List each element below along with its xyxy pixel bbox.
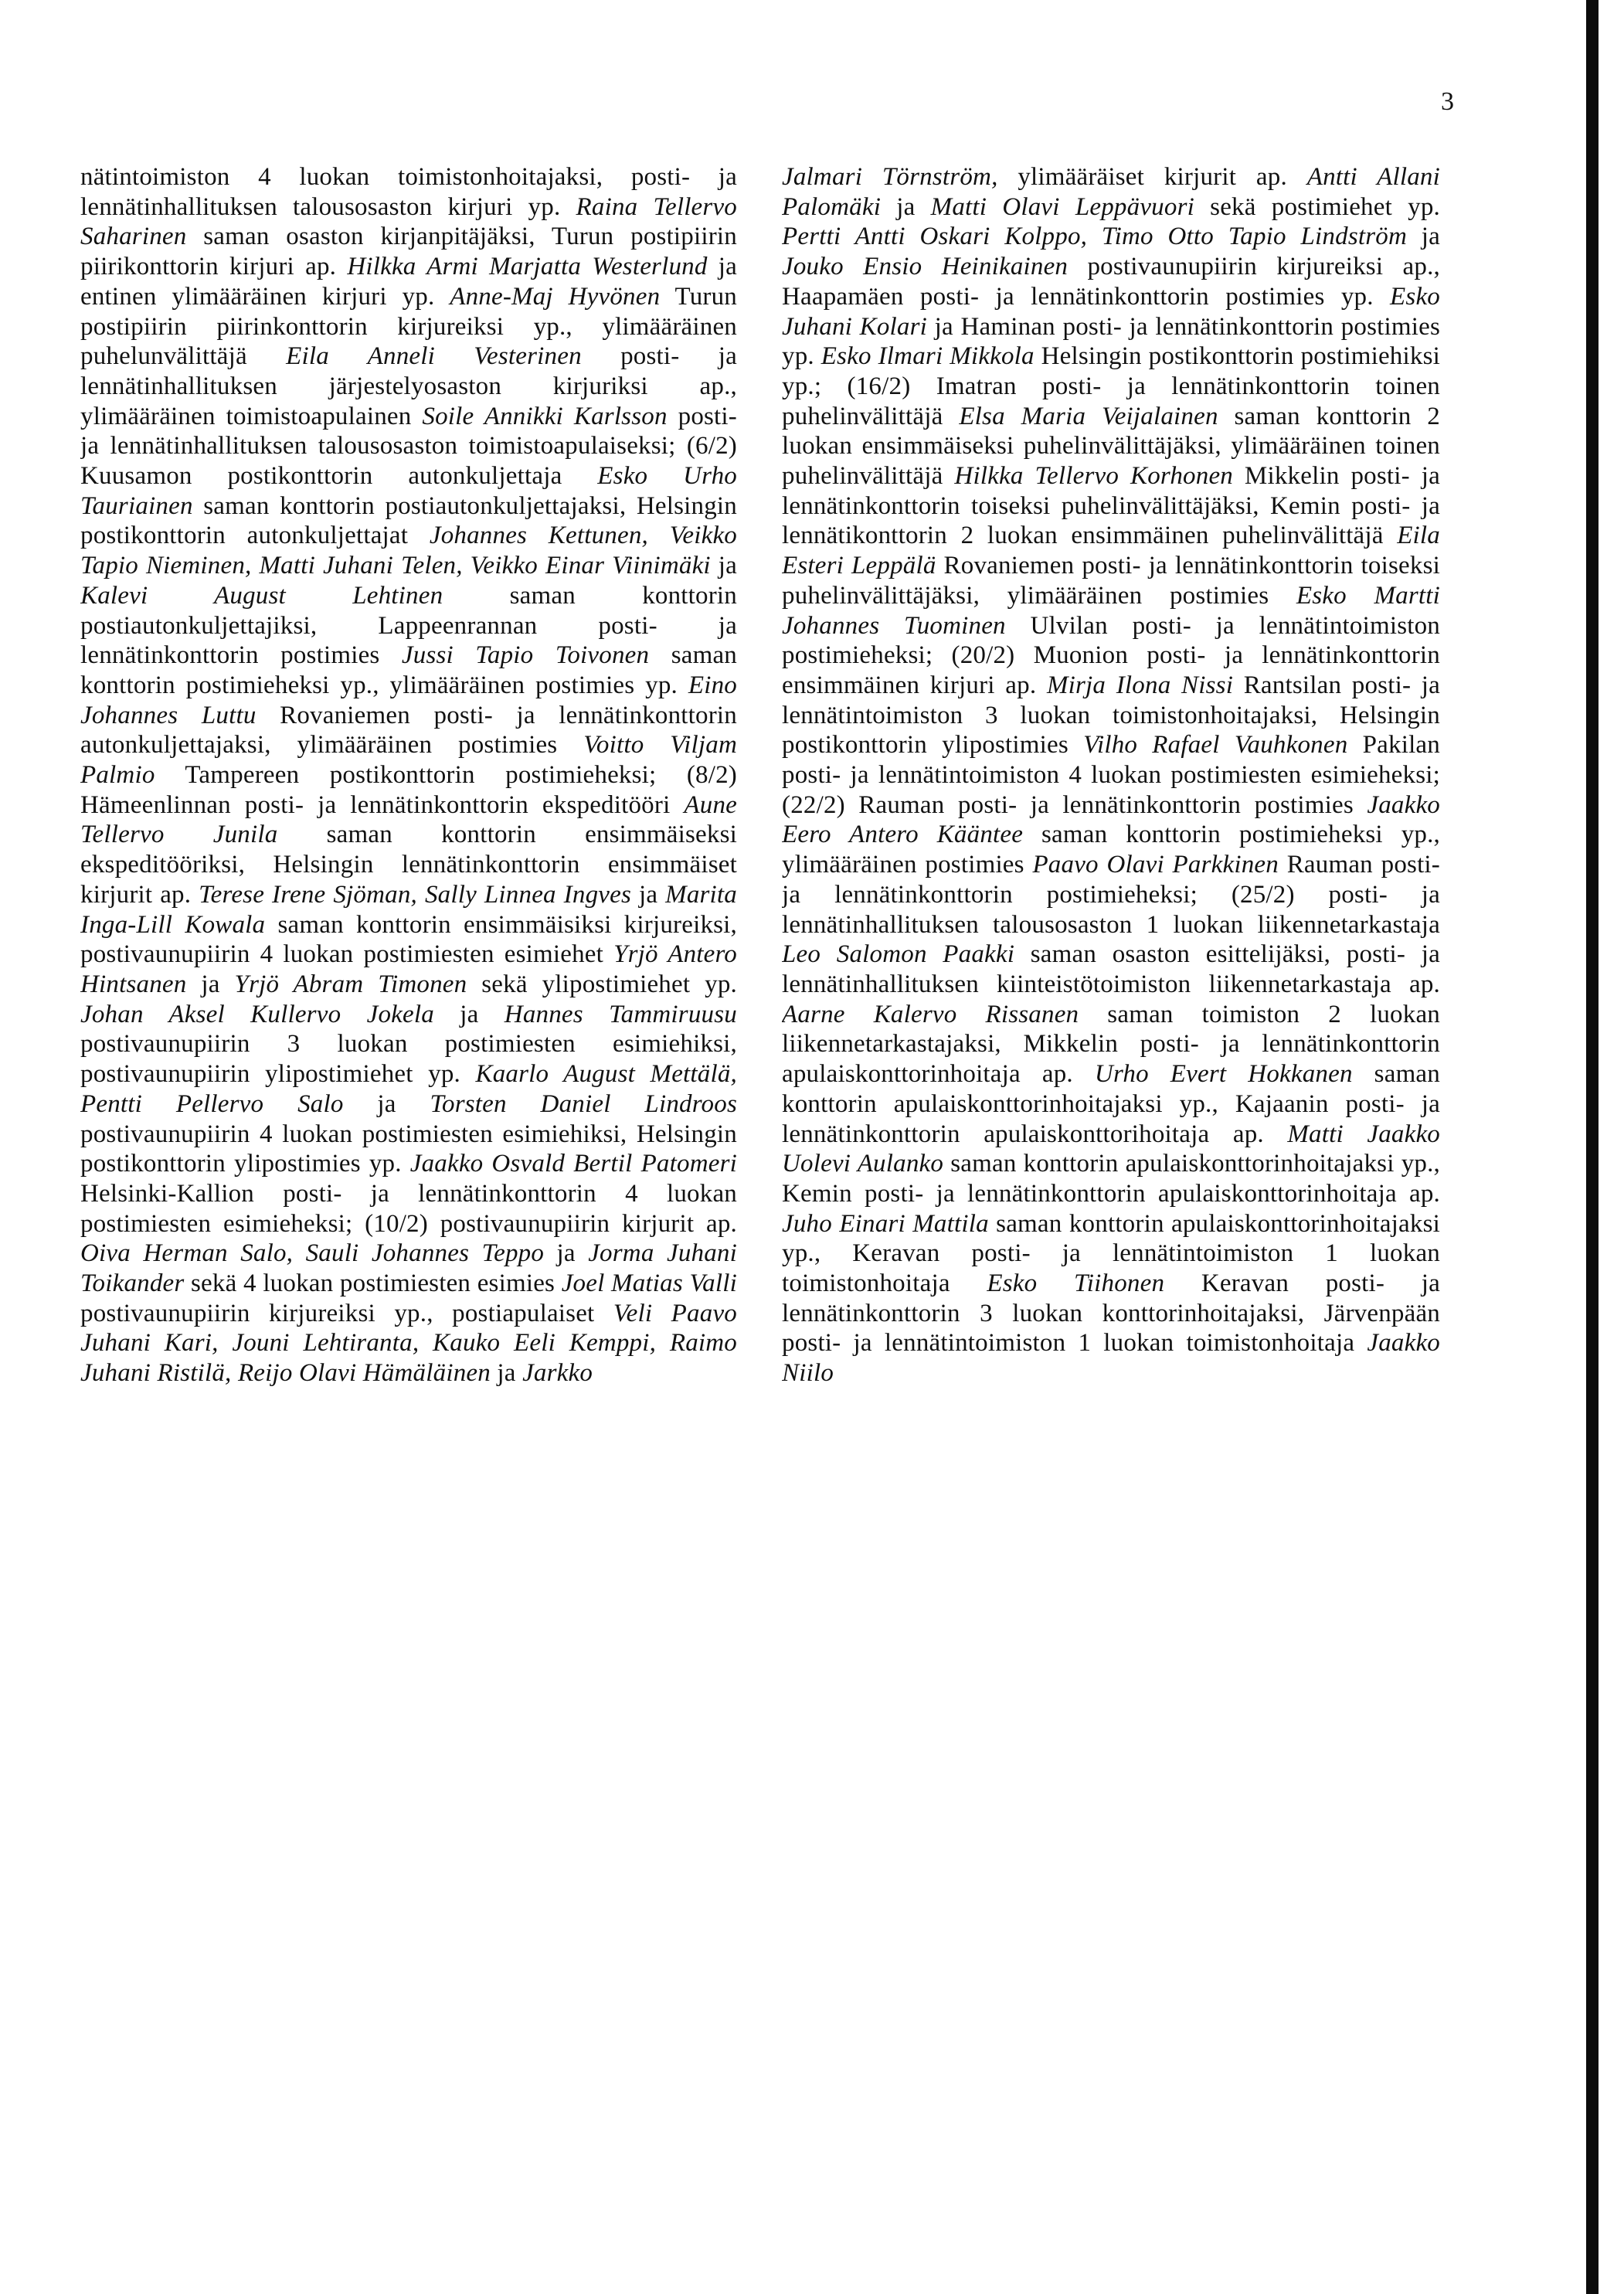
text-run: ja — [490, 1359, 523, 1388]
person-name: Jaakko Niilo — [782, 1329, 1440, 1388]
person-name: Torsten Daniel Lindroos — [430, 1089, 737, 1118]
person-name: Johan Aksel Kullervo Jokela — [80, 1000, 434, 1028]
person-name: Jaakko Osvald Bertil Patomeri — [409, 1150, 737, 1178]
text-run: saman konttorin postiautonkuljettajiksi, Lappeenrannan posti- ja lennätinkonttorin postimies — [80, 581, 737, 670]
right-column-paragraph — [782, 162, 1440, 1388]
person-name: Paavo Olavi Parkkinen — [1032, 851, 1279, 879]
text-run: saman konttorin ensimmäisiksi kirjureiksi, postivaunupiirin 4 luokan postimiesten esimiehet — [80, 910, 737, 969]
person-name: Marita Inga-Lill Kowala — [80, 880, 737, 939]
scan-edge-bar — [1586, 0, 1599, 2294]
person-name: Terese Irene Sjöman, Sally Linnea Ingves — [199, 880, 632, 909]
person-name: Aune Tellervo Junila — [80, 790, 737, 849]
text-run: saman konttorin apulaiskonttorinhoitajaksi yp., Keravan posti- ja lennätintoimiston 1 luokan toimistonhoitaja — [782, 1209, 1440, 1298]
text-run: saman konttorin ensimmäiseksi ekspeditööriksi, Helsingin lennätinkonttorin ensimmäiset kirjurit ap. — [80, 821, 737, 909]
person-name: Veli Paavo Juhani Kari, Jouni Lehtiranta, Kauko Eeli Kemppi, Raimo Juhani Ristilä, Reijo Olavi Hämäläinen — [80, 1299, 737, 1388]
text-run: Rauman posti- ja lennätinkonttorin postimieheksi; (25/2) posti- ja lennätinhallituksen talousosaston 1 luokan liikennetarkastaja — [782, 851, 1440, 939]
person-name: Esko Urho Tauriainen — [80, 462, 737, 520]
text-run: postivaunupiirin 3 luokan postimiesten esimiehiksi, postivaunupiirin ylipostimiehet yp. — [80, 1030, 737, 1089]
text-run: ja — [710, 552, 737, 580]
text-run: Mikkelin posti- ja lennätinkonttorin toiseksi puhelinvälittäjäksi, Kemin posti- ja lennätikonttorin 2 luokan ensimmäinen puhelinvälittäjä — [782, 462, 1440, 550]
text-column-left — [80, 162, 737, 2171]
text-run: Rovaniemen posti- ja lennätinkonttorin autonkuljettajaksi, ylimääräinen postimies — [80, 701, 737, 760]
person-name: Jussi Tapio Toivonen — [401, 641, 650, 670]
person-name: Eila Esteri Leppälä — [782, 522, 1440, 580]
person-name: Yrjö Abram Timonen — [234, 970, 467, 998]
text-run: saman konttorin apulaiskonttorinhoitajaksi yp., Kajaanin posti- ja lennätinkonttorin apulaiskonttorihoitaja ap. — [782, 1060, 1440, 1148]
person-name: Antti Allani Palomäki — [782, 163, 1440, 221]
person-name: Kaarlo August Mettälä, Pentti Pellervo Salo — [80, 1060, 737, 1118]
text-run: Keravan posti- ja lennätinkonttorin 3 luokan konttorinhoitajaksi, Järvenpään posti- ja lennätintoimiston 1 luokan toimistonhoitaja — [782, 1269, 1440, 1358]
text-run: ja — [631, 880, 666, 909]
text-run: Turun postipiirin piirinkonttorin kirjureiksi yp., ylimääräinen puhelunvälittäjä — [80, 282, 737, 371]
person-name: Hilkka Tellervo Korhonen — [954, 462, 1233, 491]
text-run: Pakilan posti- ja lennätintoimiston 4 luokan postimiesten esimieheksi; (22/2) Rauman posti- ja lennätinkonttorin postimies — [782, 731, 1440, 819]
text-run: saman konttorin postiautonkuljettajaksi, Helsingin postikonttorin autonkuljettajat — [80, 491, 737, 550]
person-name: Jaakko Eero Antero Kääntee — [782, 790, 1440, 849]
text-run: Rantsilan posti- ja lennätintoimiston 3 luokan toimistonhoitajaksi, Helsingin postikonttorin ylipostimies — [782, 671, 1440, 760]
person-name: Yrjö Antero Hintsanen — [80, 940, 737, 998]
text-run: Rovaniemen posti- ja lennätinkonttorin toiseksi puhelinvälittäjäksi, ylimääräinen postimies — [782, 552, 1440, 610]
person-name: Jouko Ensio Heinikainen — [782, 253, 1069, 281]
person-name: Hannes Tammiruusu — [504, 1000, 737, 1028]
person-name: Jarkko — [522, 1359, 593, 1388]
person-name: Esko Juhani Kolari — [782, 282, 1440, 341]
person-name: Jorma Juhani Toikander — [80, 1239, 737, 1298]
person-name: Hilkka Armi Marjatta Westerlund — [347, 253, 708, 281]
text-run: Helsinki-Kallion posti- ja lennätinkonttorin 4 luokan postimiesten esimieheksi; (10/2) postivaunupiirin kirjurit ap. — [80, 1179, 737, 1238]
person-name: Esko Ilmari Mikkola — [820, 342, 1035, 371]
person-name: Aarne Kalervo Rissanen — [782, 1000, 1079, 1028]
person-name: Joel Matias Valli — [561, 1269, 737, 1298]
text-run: posti- ja lennätinhallituksen talousosaston toimistoapulaiseksi; (6/2) Kuusamon postikonttorin autonkuljettaja — [80, 402, 737, 491]
text-run: nätintoimiston 4 luokan toimistonhoitajaksi, posti- ja lennätinhallituksen talousosaston kirjuri yp. — [80, 163, 737, 221]
text-run: sekä postimiehet yp. — [1194, 192, 1440, 221]
person-name: Matti Olavi Leppävuori — [930, 192, 1194, 221]
person-name: Juho Einari Mattila — [782, 1209, 989, 1238]
person-name: Soile Annikki Karlsson — [422, 402, 668, 430]
person-name: Johannes Kettunen, Veikko Tapio Nieminen, Matti Juhani Telen, Veikko Einar Viinimäki — [80, 522, 737, 580]
person-name: Pertti Antti Oskari Kolppo, Timo Otto Tapio Lindström — [782, 223, 1407, 251]
text-run: ja — [433, 1000, 505, 1028]
text-run: posti- ja lennätinhallituksen järjestelyosaston kirjuriksi ap., ylimääräinen toimistoapulainen — [80, 342, 737, 430]
text-run: saman osaston esittelijäksi, posti- ja lennätinhallituksen kiinteistötoimiston liikennetarkastaja ap. — [782, 940, 1440, 998]
person-name: Elsa Maria Veijalainen — [959, 402, 1218, 430]
person-name: Voitto Viljam Palmio — [80, 731, 737, 790]
text-run: Tampereen postikonttorin postimieheksi; (8/2) Hämeenlinnan posti- ja lennätinkonttorin ekspeditööri — [80, 761, 737, 819]
left-column-paragraph — [80, 162, 737, 1388]
text-run: postivaunupiirin 4 luokan postimiesten esimiehiksi, Helsingin postikonttorin ylipostimies yp. — [80, 1120, 737, 1178]
page-number: 3 — [1441, 87, 1454, 116]
text-run: Helsingin postikonttorin postimiehiksi yp.; (16/2) Imatran posti- ja lennätinkonttorin toinen puhelinvälittäjä — [782, 342, 1440, 430]
person-name: Jalmari Törnström, — [782, 163, 998, 191]
person-name: Mirja Ilona Nissi — [1046, 671, 1234, 699]
text-run: postivaunupiirin kirjureiksi yp., postiapulaiset — [80, 1299, 613, 1327]
person-name: Esko Tiihonen — [987, 1269, 1165, 1298]
person-name: Matti Jaakko Uolevi Aulanko — [782, 1120, 1440, 1178]
person-name: Urho Evert Hokkanen — [1094, 1060, 1353, 1089]
person-name: Kalevi August Lehtinen — [80, 581, 443, 610]
text-run: ja — [186, 970, 235, 998]
text-run: Ulvilan posti- ja lennätintoimiston postimieheksi; (20/2) Muonion posti- ja lennätinkonttorin ensimmäinen kirjuri ap. — [782, 611, 1440, 699]
text-run: saman konttorin 2 luokan ensimmäiseksi puhelinvälittäjäksi, ylimääräinen toinen puhelinvälittäjä — [782, 402, 1440, 491]
text-run: ylimääräiset kirjurit ap. — [997, 163, 1307, 191]
text-run: ja — [881, 192, 931, 221]
text-run: saman osaston kirjanpitäjäksi, Turun postipiirin piirikonttorin kirjuri ap. — [80, 223, 737, 281]
text-run: saman konttorin postimieheksi yp., ylimääräinen postimies yp. — [80, 641, 737, 699]
person-name: Anne-Maj Hyvönen — [450, 282, 661, 311]
text-run: ja — [343, 1089, 430, 1118]
person-name: Oiva Herman Salo, Sauli Johannes Teppo — [80, 1239, 545, 1268]
text-run: sekä ylipostimiehet yp. — [467, 970, 737, 998]
person-name: Eino Johannes Luttu — [80, 671, 737, 729]
person-name: Esko Martti Johannes Tuominen — [782, 581, 1440, 640]
text-run: postivaunupiirin kirjureiksi ap., Haapamäen posti- ja lennätinkonttorin postimies yp. — [782, 253, 1440, 311]
person-name: Eila Anneli Vesterinen — [286, 342, 582, 371]
person-name: Leo Salomon Paakki — [782, 940, 1015, 969]
text-run: ja — [1407, 223, 1440, 251]
text-run: ja Haminan posti- ja lennätinkonttorin postimies yp. — [782, 312, 1440, 371]
text-column-right — [782, 162, 1440, 2171]
text-run: saman konttorin apulaiskonttorinhoitajaksi yp., Kemin posti- ja lennätinkonttorin apulaiskonttorinhoitaja ap. — [782, 1150, 1440, 1208]
person-name: Vilho Rafael Vauhkonen — [1083, 731, 1348, 760]
text-run: ja entinen ylimääräinen kirjuri yp. — [80, 253, 737, 311]
text-run: saman konttorin postimieheksi yp., ylimääräinen postimies — [782, 821, 1440, 879]
person-name: Raina Tellervo Saharinen — [80, 192, 737, 251]
text-run: ja — [544, 1239, 589, 1268]
text-run: saman toimiston 2 luokan liikennetarkastajaksi, Mikkelin posti- ja lennätinkonttorin apulaiskonttorinhoitaja ap. — [782, 1000, 1440, 1089]
text-run: sekä 4 luokan postimiesten esimies — [184, 1269, 562, 1298]
